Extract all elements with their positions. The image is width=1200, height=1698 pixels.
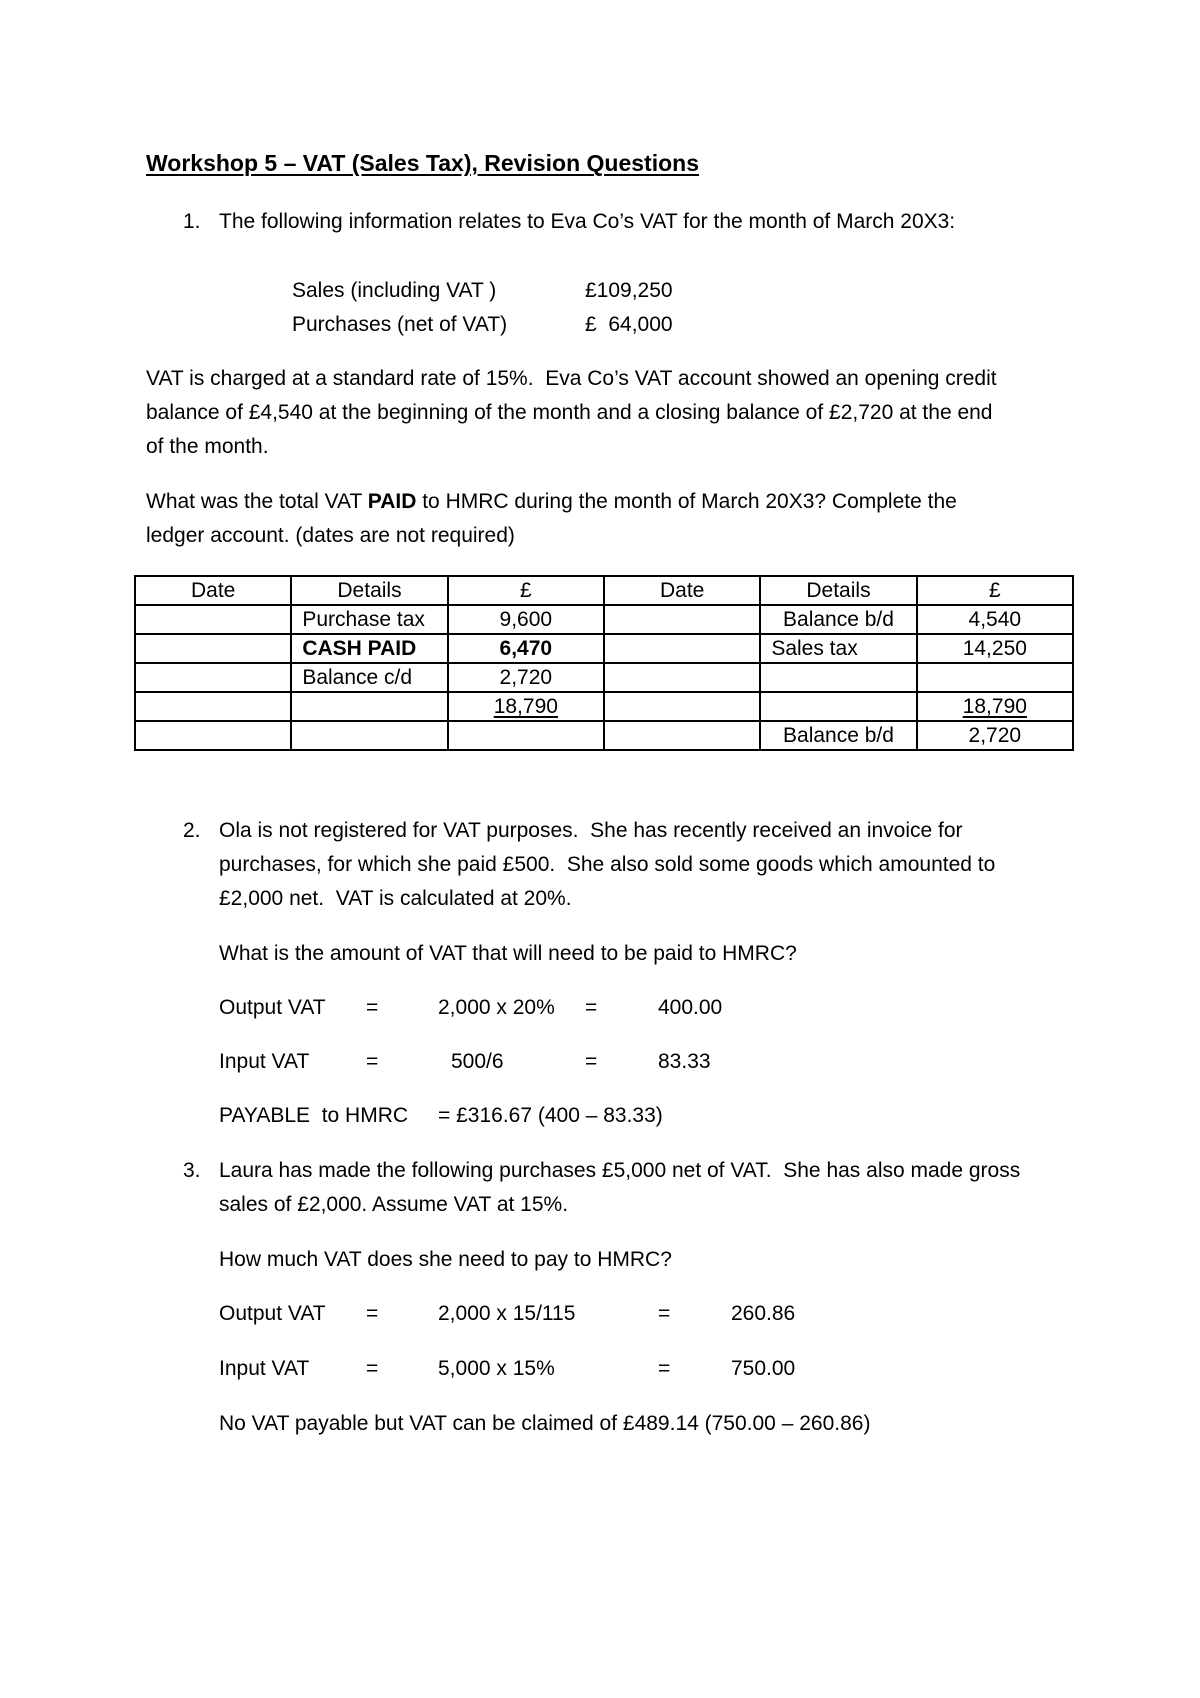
column-header: Date bbox=[604, 576, 760, 605]
table-row bbox=[135, 692, 1073, 721]
calc-result: 400.00 bbox=[658, 996, 723, 1019]
q1-number: 1. bbox=[183, 210, 201, 233]
table-header-row bbox=[135, 576, 1073, 605]
table-cell: 14,250 bbox=[917, 634, 1073, 663]
table-cell: Balance c/d bbox=[291, 663, 447, 692]
column-header: £ bbox=[448, 576, 604, 605]
calc-label: Input VAT bbox=[219, 1050, 310, 1073]
calc-equals: = bbox=[366, 1357, 379, 1380]
calc-expression: 2,000 x 20% bbox=[438, 996, 555, 1019]
q1-item-label: Sales (including VAT ) bbox=[292, 279, 497, 302]
q3-line: sales of £2,000. Assume VAT at 15%. bbox=[219, 1193, 569, 1216]
table-row bbox=[135, 721, 1073, 750]
table-cell bbox=[135, 721, 291, 750]
table-cell bbox=[604, 721, 760, 750]
table-cell: Balance b/d bbox=[760, 605, 916, 634]
table-row bbox=[135, 634, 1073, 663]
q1-paragraph-line: VAT is charged at a standard rate of 15%. Eva Co’s VAT account showed an opening credit bbox=[146, 367, 997, 390]
column-header: Details bbox=[291, 576, 447, 605]
calc-result: 260.86 bbox=[731, 1302, 796, 1325]
table-cell bbox=[135, 663, 291, 692]
payable-value: = £316.67 (400 – 83.33) bbox=[438, 1104, 663, 1127]
q1-paragraph-line: of the month. bbox=[146, 435, 269, 458]
table-cell bbox=[760, 692, 916, 721]
table-cell bbox=[135, 634, 291, 663]
q1-item-value: £ 64,000 bbox=[585, 313, 673, 336]
calc-equals: = bbox=[585, 1050, 598, 1073]
calc-result: 83.33 bbox=[658, 1050, 711, 1073]
column-header: Date bbox=[135, 576, 291, 605]
calc-expression: 5,000 x 15% bbox=[438, 1357, 555, 1380]
calc-equals: = bbox=[658, 1357, 671, 1380]
calc-equals: = bbox=[658, 1302, 671, 1325]
q2-line: £2,000 net. VAT is calculated at 20%. bbox=[219, 887, 572, 910]
calc-equals: = bbox=[366, 996, 379, 1019]
page-title: Workshop 5 – VAT (Sales Tax), Revision Questions bbox=[146, 150, 699, 176]
q1-question bbox=[146, 491, 957, 512]
table-cell: 2,720 bbox=[917, 721, 1073, 750]
table-cell: CASH PAID bbox=[291, 634, 447, 663]
q2-number: 2. bbox=[183, 819, 201, 842]
calc-expression: 2,000 x 15/115 bbox=[438, 1302, 576, 1325]
q1-item-value: £109,250 bbox=[585, 279, 673, 302]
table-cell: 6,470 bbox=[448, 634, 604, 663]
calc-equals: = bbox=[366, 1050, 379, 1073]
q3-question: How much VAT does she need to pay to HMRC? bbox=[219, 1248, 672, 1271]
table-cell: 9,600 bbox=[448, 605, 604, 634]
column-header: Details bbox=[760, 576, 916, 605]
table-cell bbox=[135, 605, 291, 634]
table-cell bbox=[604, 663, 760, 692]
q1-question-line2: ledger account. (dates are not required) bbox=[146, 524, 515, 547]
calc-equals: = bbox=[585, 996, 598, 1019]
calc-label: Output VAT bbox=[219, 996, 326, 1019]
table-cell bbox=[291, 692, 447, 721]
q1-item-label: Purchases (net of VAT) bbox=[292, 313, 508, 336]
table-cell bbox=[604, 605, 760, 634]
table-cell bbox=[135, 692, 291, 721]
table-cell: 4,540 bbox=[917, 605, 1073, 634]
q3-line: Laura has made the following purchases £5,000 net of VAT. She has also made gross bbox=[219, 1159, 1021, 1182]
q3-number: 3. bbox=[183, 1159, 201, 1182]
calc-equals: = bbox=[366, 1302, 379, 1325]
calc-label: Output VAT bbox=[219, 1302, 326, 1325]
q1-question-emphasis: PAID bbox=[367, 490, 417, 513]
table-cell: 2,720 bbox=[448, 663, 604, 692]
calc-label: Input VAT bbox=[219, 1357, 310, 1380]
table-cell: Purchase tax bbox=[291, 605, 447, 634]
payable-label: PAYABLE to HMRC bbox=[219, 1104, 409, 1127]
q1-question-part: to HMRC during the month of March 20X3? Complete the bbox=[416, 490, 957, 513]
table-cell bbox=[604, 692, 760, 721]
table-cell bbox=[291, 721, 447, 750]
q1-question-part: What was the total VAT bbox=[146, 490, 368, 513]
table-cell bbox=[917, 663, 1073, 692]
calc-result: 750.00 bbox=[731, 1357, 796, 1380]
table-cell bbox=[760, 663, 916, 692]
table-cell-total: 18,790 bbox=[448, 692, 604, 721]
table-row bbox=[135, 663, 1073, 692]
q2-line: Ola is not registered for VAT purposes. She has recently received an invoice for bbox=[219, 819, 963, 842]
q2-question: What is the amount of VAT that will need to be paid to HMRC? bbox=[219, 942, 797, 965]
table-cell bbox=[448, 721, 604, 750]
vat-ledger-table bbox=[134, 575, 1074, 751]
calc-expression: 500/6 bbox=[451, 1050, 504, 1073]
table-cell: Sales tax bbox=[760, 634, 916, 663]
table-cell-total: 18,790 bbox=[917, 692, 1073, 721]
table-cell bbox=[604, 634, 760, 663]
table-row bbox=[135, 605, 1073, 634]
q1-paragraph-line: balance of £4,540 at the beginning of the month and a closing balance of £2,720 at the end bbox=[146, 401, 993, 424]
column-header: £ bbox=[917, 576, 1073, 605]
q1-intro: The following information relates to Eva Co’s VAT for the month of March 20X3: bbox=[219, 210, 956, 233]
q2-line: purchases, for which she paid £500. She also sold some goods which amounted to bbox=[219, 853, 996, 876]
q3-conclusion: No VAT payable but VAT can be claimed of £489.14 (750.00 – 260.86) bbox=[219, 1412, 871, 1435]
table-cell: Balance b/d bbox=[760, 721, 916, 750]
